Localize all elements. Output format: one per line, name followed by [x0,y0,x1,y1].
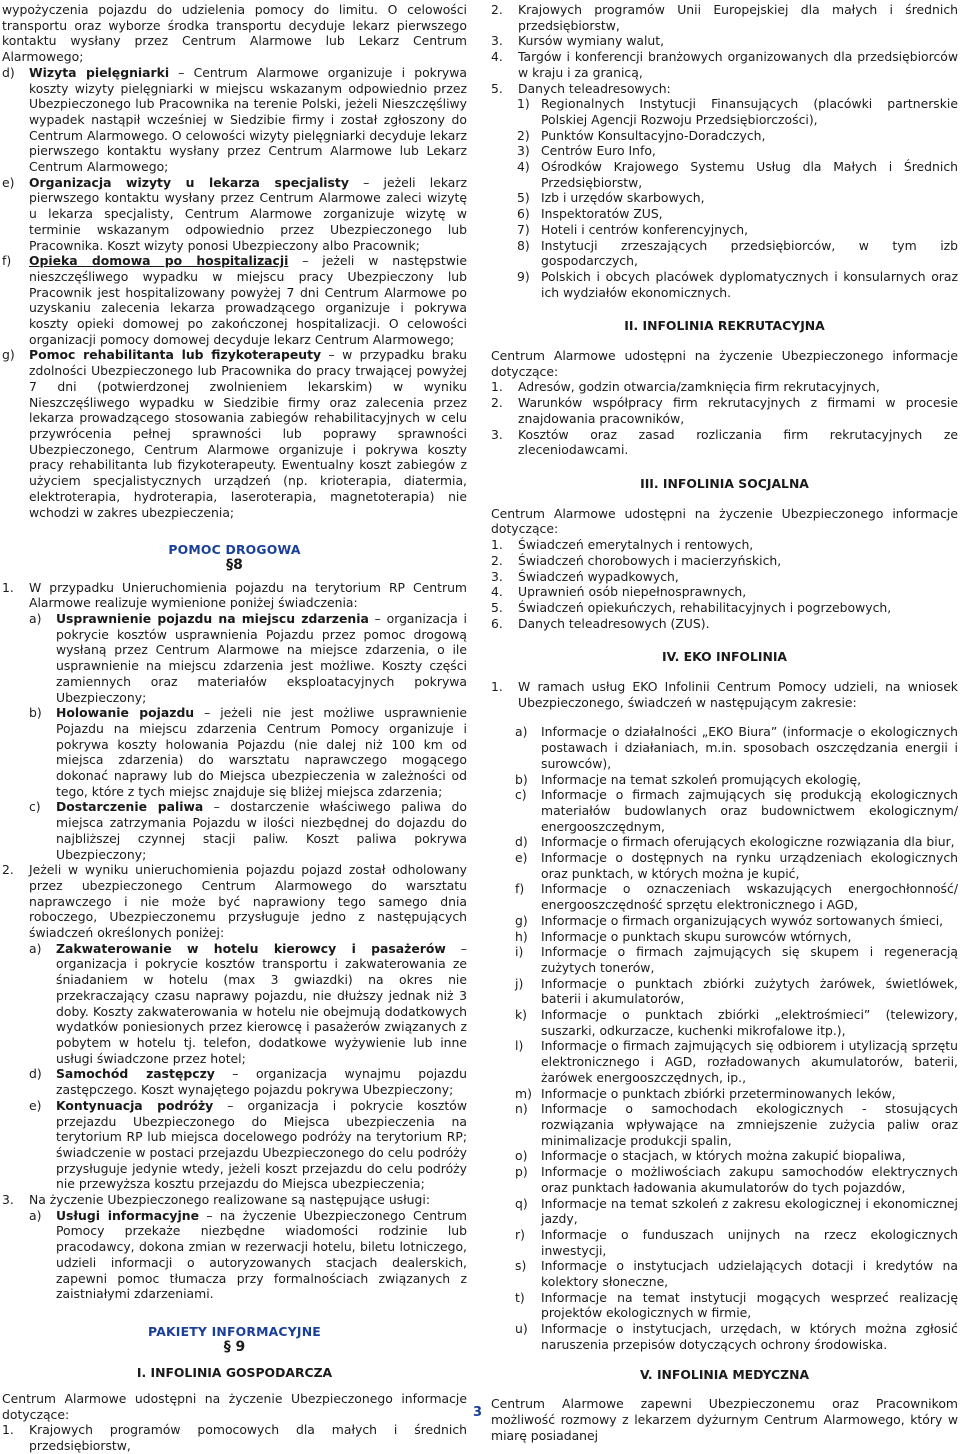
list-item: 4. Targów i konferencji branżowych organizowanych dla przedsiębiorców w kraju i za granicą, [491,49,958,80]
point-2d: d) Samochód zastępczy – organizacja wynajmu pojazdu zastępczego. Koszt wynajętego pojazdu pokrywa Ubezpieczony; [29,1066,467,1098]
list-item: o) Informacje o stacjach, w których można zakupić biopaliwa, [515,1148,906,1164]
list-item: 2. Krajowych programów Unii Europejskiej dla małych i średnich przedsiębiorstw, [491,2,958,33]
eko-infolinia-intro: 1. W ramach usług EKO Infolinii Centrum Pomocy udzieli, na wniosek Ubezpieczonego, świadczeń w następującym zakresie: [491,679,958,710]
eko-infolinia-title: IV. EKO INFOLINIA [661,649,788,665]
list-item: q) Informacje na temat szkoleń z zakresu ekologicznej i ekonomicznej jazdy, [515,1195,958,1227]
list-item: 5. Danych teleadresowych: [491,80,671,96]
point-2: 2. Jeżeli w wyniku unieruchomienia pojazdu pojazd został odholowany przez ubezpieczonego Centrum Alarmowego do warsztatu naprawczego i nie może być naprawiony tego samego dnia roboczego, Ubezpieczonemu przysługuje jedno z następujących świadczeń określonych poniżej: [2,862,467,941]
list-item: n) Informacje o samochodach ekologicznych - stosujących rozwiązania wpływające na zmniejszenie zużycia paliw oraz minimalizacje produkcji spalin, [515,1101,958,1148]
section-8-title: POMOC DROGOWA [168,542,301,558]
list-item: 3) Centrów Euro Info, [517,143,656,159]
list-item: d) Informacje o firmach oferujących ekologiczne rozwiązania dla biur, [515,834,955,850]
infolinia-gospodarcza-title: I. INFOLINIA GOSPODARCZA [136,1365,333,1381]
list-item: 3. Świadczeń wypadkowych, [491,568,679,584]
right-column [491,2,958,1443]
list-item: 2) Punktów Konsultacyjno-Doradczych, [517,127,766,143]
list-item-g: g) Pomoc rehabilitanta lub fizykoterapeuty – w przypadku braku zdolności Ubezpieczonego lub Pracownika do pracy trwającej powyżej 7 dni (potwierdzonej zwolnieniem lekarskim) w wyniku Nieszczęśliwego wypadku w Siedzibie firmy oraz zalecenia przez lekarza prowadzącego stosowania zabiegów rehabilitacyjnych w celu przywrócenia pełnej sprawności lub poprawy sprawności Ubezpieczonego, Centrum Alarmowe organizuje i pokrywa koszty pracy rehabilitanta lub fizykoterapeuty. Ewentualny koszt zabiegów z użyciem specjalistycznych urządzeń (np. krioterapia, diatermia, elektroterapia, hydroterapia, laseroterapia, magnetoterapia) nie wchodzi w zakres ubezpieczenia; [2,347,467,520]
list-item: m) Informacje o punktach zbiórki przeterminowanych leków, [515,1085,896,1101]
infolinia-gospodarcza-item-1: 1. Krajowych programów pomocowych dla małych i średnich przedsiębiorstw, [2,1422,467,1454]
teleadres-list [491,96,958,300]
list-item: 2. Świadczeń chorobowych i macierzyńskich, [491,552,782,568]
eko-infolinia-list [491,724,958,1352]
list-item: 1. Świadczeń emerytalnych i rentowych, [491,537,754,553]
list-item: i) Informacje o firmach zajmujących się skupem i regeneracją zużytych tonerów, [515,944,958,975]
list-item: 4. Uprawnień osób niepełnosprawnych, [491,584,747,600]
list-item-e: e) Organizacja wizyty u lekarza specjalisty – jeżeli lekarz pierwszego kontaktu wysłany przez Centrum Alarmowe zaleci wizytę u lekarza specjalisty, Centrum Alarmowe zorganizuje wizytę w terminie wskazanym odpowiednio przez Ubezpieczonego lub Pracownika. Koszt wizyty ponosi Ubezpieczony albo Pracownik; [2,174,467,253]
list-item: u) Informacje o instytucjach, urzędach, w których można zgłosić naruszenia przepisów dotyczących ochrony środowiska. [515,1321,958,1352]
list-item: 6) Inspektoratów ZUS, [517,206,663,222]
infolinia-socjalna-title: III. INFOLINIA SOCJALNA [640,475,809,491]
list-item: j) Informacje o punktach zbiórki zużytych żarówek, świetlówek, baterii i akumulatorów, [515,975,958,1007]
list-item: 5) Izb i urzędów skarbowych, [517,190,705,206]
infolinia-rekrutacyjna-intro: Centrum Alarmowe udostępni na życzenie Ubezpieczonego informacje dotyczące: [491,348,958,379]
list-item-f: f) Opieka domowa po hospitalizacji – jeżeli w następstwie nieszczęśliwego wypadku w miejscu pracy Ubezpieczony lub Pracownik jest hospitalizowany powyżej 7 dni Centrum Alarmowe po uzyskaniu zalecenia lekarza prowadzącego organizuje i pokrywa koszty opieki domowej po zakończonej hospitalizacji. O celowości organizacji pomocy domowej decyduje lekarz Centrum Alarmowego; [2,253,467,347]
infolinia-gospodarcza-items [491,2,958,96]
list-item: 4) Ośrodków Krajowego Systemu Usług dla Małych i Średnich Przedsiębiorstw, [517,159,958,190]
list-item: 3. Kosztów oraz zasad rozliczania firm rekrutacyjnych ze zleceniodawcami. [491,426,958,458]
list-item: s) Informacje o instytucjach udzielających dotacji i kredytów na kolektory słoneczne, [515,1258,958,1290]
list-item: g) Informacje o firmach organizujących wywóz sortowanych śmieci, [515,912,944,928]
point-1: 1. W przypadku Unieruchomienia pojazdu na terytorium RP Centrum Alarmowe realizuje wymienione poniżej świadczenia: [2,579,467,611]
list-item: 8) Instytucji zrzeszających przedsiębiorców, w tym izb gospodarczych, [517,237,958,269]
list-item: 1) Regionalnych Instytucji Finansujących (placówki partnerskie Polskiej Agencji Rozwoju Przedsiębiorczości), [517,96,958,127]
point-1a: a) Usprawnienie pojazdu na miejscu zdarzenia – organizacja i pokrycie kosztów usprawnienia Pojazdu przez pomoc drogową wysłaną przez Centrum Alarmowe na miejsce zdarzenia, o ile usprawnienie na miejscu zdarzenia jest możliwe. Koszty części zamiennych oraz materiałów eksploatacyjnych pokrywa Ubezpieczony; [29,611,467,705]
list-item: b) Informacje na temat szkoleń promujących ekologię, [515,771,862,787]
infolinia-rekrutacyjna-list [491,379,958,458]
point-3a: a) Usługi informacyjne – na życzenie Ubezpieczonego Centrum Pomocy przekaże niezbędne wiadomości rodzinie lub pracodawcy, dokona zmian w rezerwacji hotelu, biletu lotniczego, udzieli informacji o autoryzowanych stacjach dealerskich, zapewni pomoc tłumacza przy formalnościach związanych z zaistniałymi zdarzeniami. [29,1207,467,1302]
list-item: c) Informacje o firmach zajmujących się produkcją ekologicznych materiałów budowlanych oraz budownictwem ekologicznym/ energooszczędnym, [515,787,958,834]
left-column [2,2,467,1454]
page-number: 3 [473,1405,483,1420]
point-3: 3. Na życzenie Ubezpieczonego realizowane są następujące usługi: [2,1192,430,1208]
list-item-d: d) Wizyta pielęgniarki – Centrum Alarmowe organizuje i pokrywa koszty wizyty pielęgniarki w miejscu wskazanym odpowiednio przez Ubezpieczonego lub Pracownika na terenie Polski, jeżeli Nieszczęśliwy wypadek nastąpił wcześniej w Siedzibie firmy i został zgłoszony do Centrum Alarmowego. O celowości wizyty pielęgniarki decyduje lekarz pierwszego kontaktu wysłany przez Centrum Alarmowe lub Lekarz Centrum Alarmowego; [2,64,467,175]
list-item: 3. Kursów wymiany walut, [491,33,665,49]
list-item: 1. Adresów, godzin otwarcia/zamknięcia firm rekrutacyjnych, [491,379,880,395]
section-9-paragraph-sign: § 9 [223,1338,246,1355]
list-item: e) Informacje o dostępnych na rynku urządzeniach ekologicznych oraz punktach, w których można je kupić, [515,850,958,881]
list-item: f) Informacje o oznaczeniach wskazujących energochłonność/ energooszczędność sprzętu elektronicznego i AGD, [515,881,958,913]
point-2e: e) Kontynuacja podróży – organizacja i pokrycie kosztów przejazdu Ubezpieczonego do Miejsca ubezpieczenia na terytorium RP lub miejsca docelowego podróży na terytorium RP; świadczenie w postaci przejazdu Ubezpieczonego do celu podróży przysługuje jedynie wtedy, jeżeli koszt przejazdu do celu podróży nie przewyższa kosztu przejazdu do Miejsca ubezpieczenia; [29,1097,467,1192]
list-item: a) Informacje o działalności „EKO Biura” (informacje o ekologicznych postawach i działaniach, m.in. sposobach oszczędzania energii i surowców), [515,724,958,771]
infolinia-medyczna-title: V. INFOLINIA MEDYCZNA [639,1366,810,1382]
infolinia-medyczna-text: Centrum Alarmowe zapewni Ubezpieczonemu oraz Pracownikom możliwość rozmowy z lekarzem dyżurnym Centrum Alarmowego, który w miarę posiadanej [491,1396,958,1443]
infolinia-socjalna-intro: Centrum Alarmowe udostępni na życzenie Ubezpieczonego informacje dotyczące: [491,505,958,537]
infolinia-socjalna-list [491,537,958,631]
section-9-title: PAKIETY INFORMACYJNE [148,1323,321,1339]
point-2a: a) Zakwaterowanie w hotelu kierowcy i pasażerów – organizacja i pokrycie kosztów transportu i zakwaterowania ze śniadaniem w hotelu (max 3 gwiazdki) na okres nie przekraczający czasu naprawy pojazdu, nie dłuższy jednak niż 3 doby. Koszty zakwaterowania w hotelu nie obejmują dodatkowych wydatków poniesionych przez kierowcę i pasażerów związanych z pobytem w hotelu tj. telefon, dodatkowe wyżywienie lub inne usługi świadczone przez hotel; [29,940,467,1066]
section-8-paragraph-sign: §8 [226,556,243,573]
list-item: t) Informacje na temat instytucji mogących wesprzeć realizację projektów ekologicznych w firmie, [515,1289,958,1321]
list-item: 2. Warunków współpracy firm rekrutacyjnych z firmami w procesie znajdowania pracowników, [491,395,958,426]
list-item: 9) Polskich i obcych placówek dyplomatycznych i konsularnych oraz ich wydziałów ekonomicznych. [517,268,958,300]
intro-paragraph: wypożyczenia pojazdu do udzielenia pomocy do limitu. O celowości transportu oraz wyborze środka transportu decyduje lekarz pierwszego kontaktu wysłany przez Centrum Alarmowe lub Lekarz Centrum Alarmowego; [2,2,467,65]
point-1c: c) Dostarczenie paliwa – dostarczenie właściwego paliwa do miejsca zatrzymania Pojazdu w ilości niezbędnej do dojazdu do najbliższej czynnej stacji paliw. Koszt paliwa pokrywa Ubezpieczony; [29,799,467,862]
list-item: 7) Hoteli i centrów konferencyjnych, [517,221,749,237]
point-1b: b) Holowanie pojazdu – jeżeli nie jest możliwe usprawnienie Pojazdu na miejscu zdarzenia Centrum Pomocy organizuje i pokrywa koszty holowania Pojazdu (nie dalej niż 100 km od miejsca zdarzenia) do warsztatu naprawczego mogącego dokonać naprawy lub do Miejsca ubezpieczenia w zależności od tego, które z tych miejsc znajduje się bliżej miejsca zdarzenia; [29,705,467,799]
list-item: h) Informacje o punktach skupu surowców wtórnych, [515,928,852,944]
infolinia-gospodarcza-intro: Centrum Alarmowe udostępni na życzenie Ubezpieczonego informacje dotyczące: [2,1391,467,1422]
list-item: 6. Danych teleadresowych (ZUS). [491,615,710,631]
list-item: p) Informacje o możliwościach zakupu samochodów elektrycznych oraz punktach ładowania akumulatorów do tych pojazdów, [515,1164,958,1195]
list-item: l) Informacje o firmach zajmujących się odbiorem i utylizacją sprzętu elektronicznego i AGD, rozładowanych akumulatorów, baterii, żarówek energooszczędnych, ip., [515,1038,958,1085]
list-item: 5. Świadczeń opiekuńczych, rehabilitacyjnych i pogrzebowych, [491,599,892,615]
list-item: r) Informacje o funduszach unijnych na rzecz ekologicznych inwestycji, [515,1226,958,1258]
list-item: k) Informacje o punktach zbiórki „elektrośmieci” (telewizory, suszarki, odkurzacze, kuchenki mikrofalowe itp.), [515,1007,958,1038]
infolinia-rekrutacyjna-title: II. INFOLINIA REKRUTACYJNA [624,318,825,334]
